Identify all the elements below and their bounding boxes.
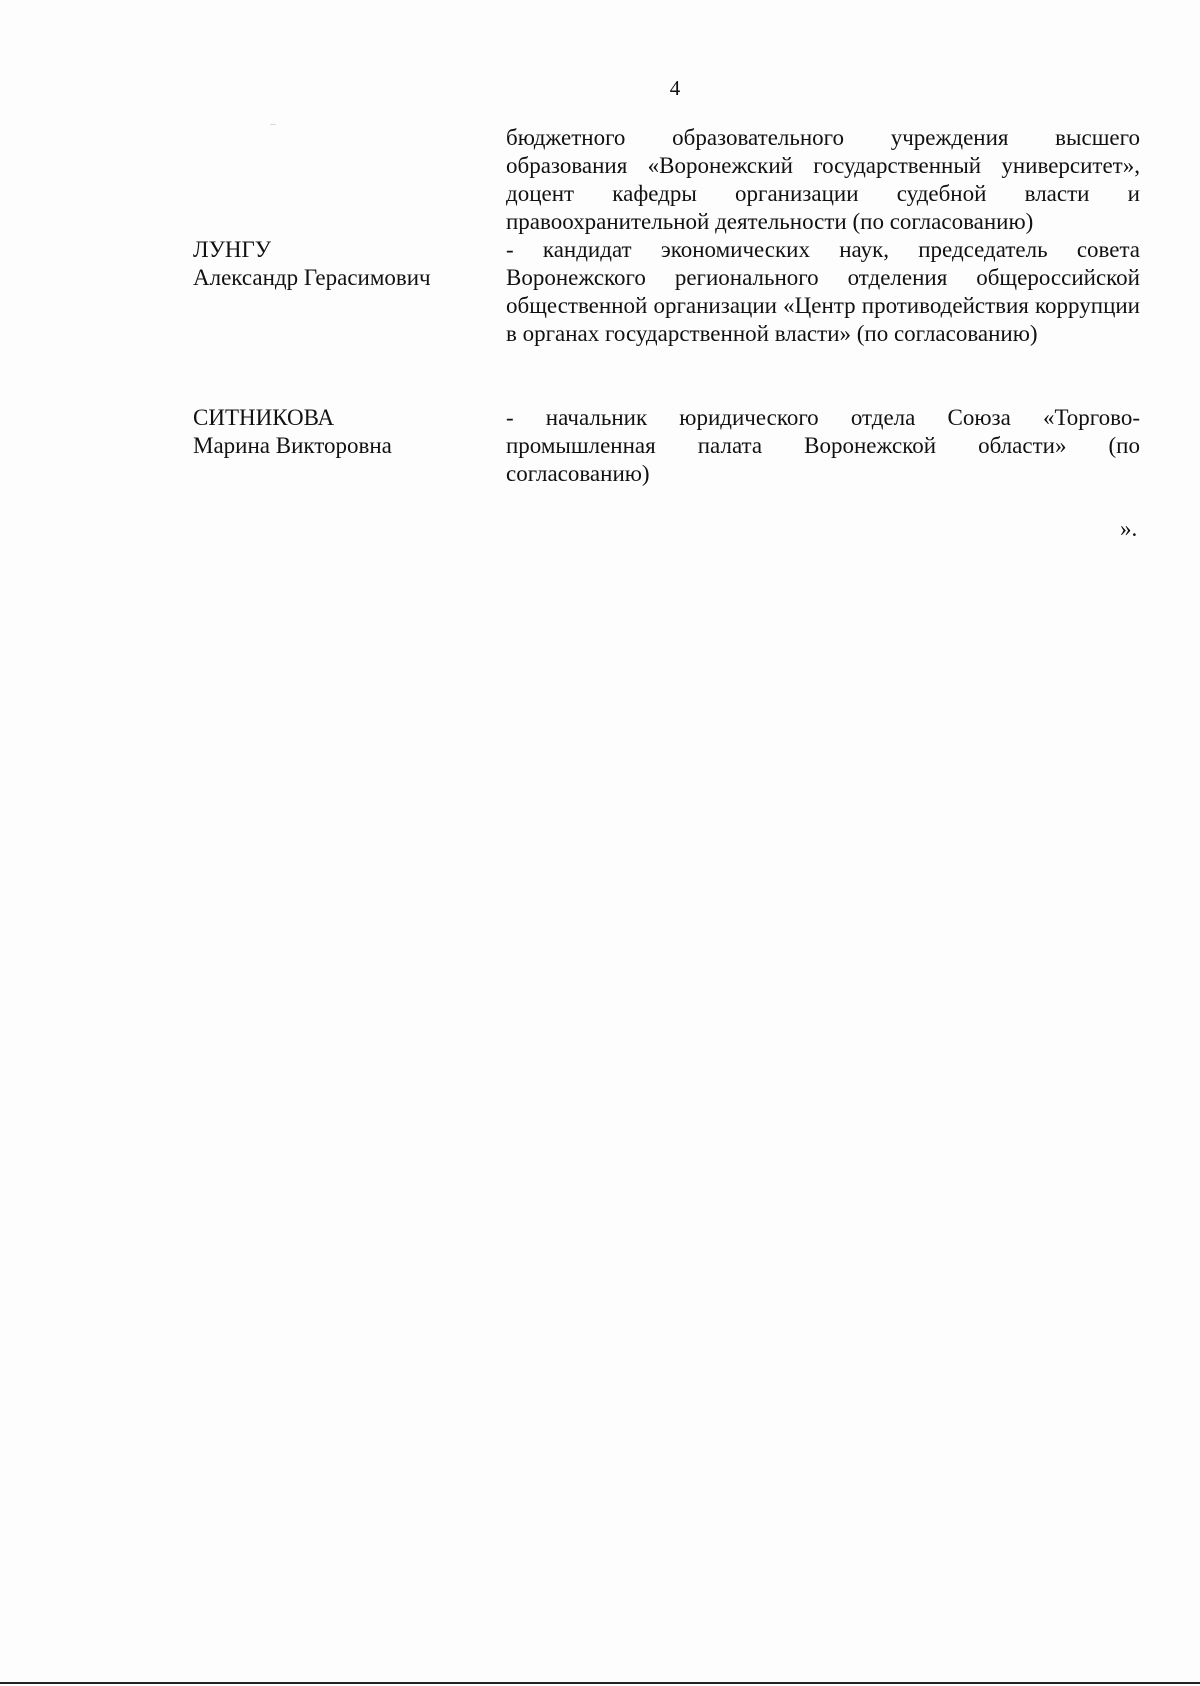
member-name-sitnikova: [193, 404, 392, 460]
continuation-description: бюджетного образовательного учреждения высшего образования «Воронежский государственный университет», доцент кафедры организации судебной власти и правоохранительной деятельности (по согласованию): [506, 125, 1140, 234]
scan-speck: [270, 124, 276, 125]
member-surname: ЛУНГУ: [193, 237, 272, 262]
member-description-sitnikova: - начальник юридического отдела Союза «Торгово-промышленная палата Воронежской области» (по согласованию): [506, 405, 1140, 486]
member-given-names: Марина Викторовна: [193, 433, 392, 458]
member-description-lungu: - кандидат экономических наук, председатель совета Воронежского регионального отделения общероссийской общественной организации «Центр противодействия коррупции в органах государственной власти» (по согласованию): [506, 237, 1140, 346]
member-surname: СИТНИКОВА: [193, 405, 335, 430]
member-name-lungu: [193, 236, 431, 292]
bottom-rule: [0, 1682, 1200, 1684]
member-given-names: Александр Герасимович: [193, 265, 431, 290]
page-number: 4: [669, 76, 681, 100]
closing-quote-mark: ».: [1120, 516, 1138, 541]
